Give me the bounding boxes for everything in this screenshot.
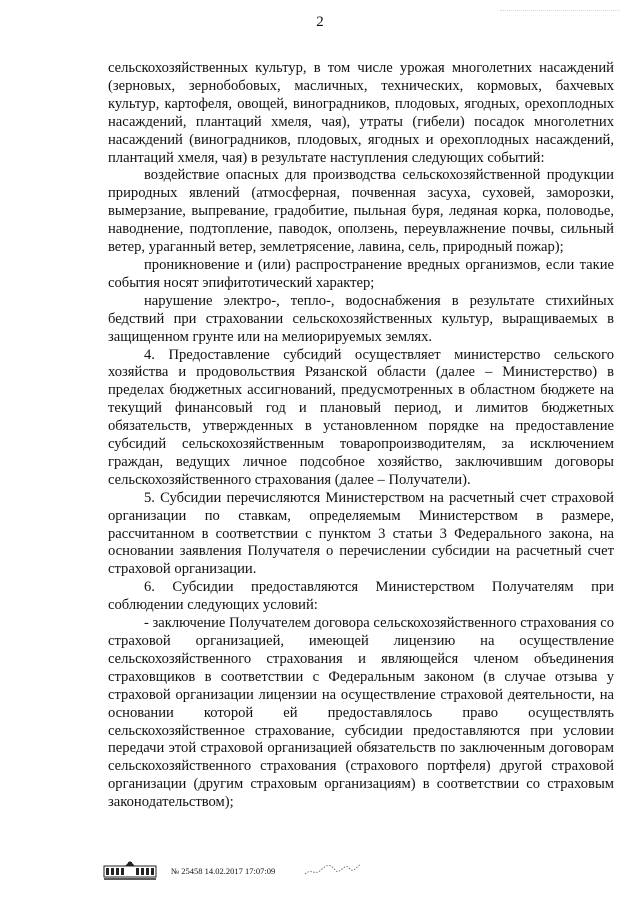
document-body [108, 60, 614, 812]
stamp-logo-icon [103, 860, 157, 882]
paragraph: 5. Субсидии перечисляются Министерством на расчетный счет страховой организации по ставкам, определяемым Министерством в размере, рассчитанном в соответствии с пунктом 3 статьи 3 Федерального закона, на основании заявления Получателя о перечислении субсидии на расчетный счет страховой организации. [108, 489, 614, 578]
document-footer [103, 860, 403, 888]
paragraph: проникновение и (или) распространение вредных организмов, если такие события носят эпифитотический характер; [108, 256, 614, 291]
signature-scribble-icon [303, 858, 363, 880]
paragraph: - заключение Получателем договора сельскохозяйственного страхования со страховой организацией, имеющей лицензию на осуществление сельскохозяйственного страхования и являющейся членом объединения страховщиков в соответствии с Федеральным законом (в случае отзыва у страховой организации лицензии на осуществление страховой деятельности, на основании которой ей предоставлялось право осуществлять сельскохозяйственное страхование, субсидии предоставляются при условии передачи этой страховой организацией обязательств по заключенным договорам сельскохозяйственного страхования (страхового портфеля) другой страховой организации (другим страховым организациям) в соответствии со страховым законодательством); [108, 615, 614, 811]
paragraph: нарушение электро-, тепло-, водоснабжения в результате стихийных бедствий при страховании сельскохозяйственных культур, выращиваемых в защищенном грунте или на мелиорируемых землях. [108, 292, 614, 345]
paragraph: 4. Предоставление субсидий осуществляет министерство сельского хозяйства и продовольствия Рязанской области (далее – Министерство) в пределах бюджетных ассигнований, предусмотренных в областном бюджете на текущий финансовый год и плановый период, и лимитов бюджетных обязательств, утвержденных в установленном порядке на предоставление субсидий сельскохозяйственным товаропроизводителям, за исключением граждан, ведущих личное подсобное хозяйство, заключившим договоры сельскохозяйственного страхования (далее – Получатели). [108, 346, 614, 488]
registration-stamp: № 25458 14.02.2017 17:07:09 [171, 866, 276, 876]
paragraph: 6. Субсидии предоставляются Министерством Получателям при соблюдении следующих условий: [108, 579, 614, 614]
page-number: 2 [316, 14, 324, 30]
paragraph: воздействие опасных для производства сельскохозяйственной продукции природных явлений (атмосферная, почвенная засуха, суховей, заморозки, вымерзание, выпревание, градобитие, пыльная буря, ледяная корка, половодье, наводнение, подтопление, паводок, оползень, переувлажнение почвы, сильный ветер, ураганный ветер, землетрясение, лавина, сель, природный пожар); [108, 167, 614, 256]
paragraph: сельскохозяйственных культур, в том числе урожая многолетних насаждений (зерновых, зернобобовых, масличных, технических, кормовых, бахчевых культур, картофеля, овощей, виноградников, плодовых, ягодных, орехоплодных насаждений, плантаций хмеля, чая), утраты (гибели) посадок многолетних насаждений (виноградников, плодовых, ягодных и орехоплодных насаждений, плантаций хмеля, чая) в результате наступления следующих событий: [108, 60, 614, 166]
